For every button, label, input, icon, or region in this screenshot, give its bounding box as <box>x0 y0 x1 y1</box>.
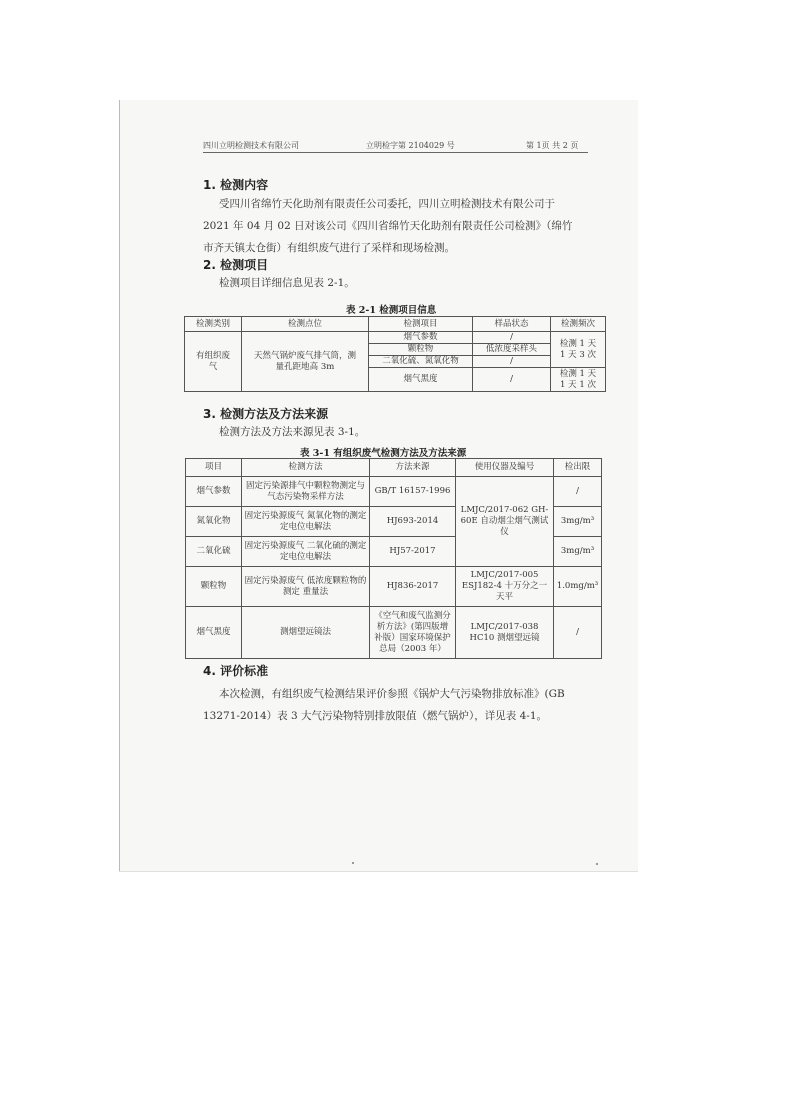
header-rule <box>203 152 588 153</box>
cell-limit: 1.0mg/m³ <box>554 567 602 607</box>
cell-instrument: LMJC/2017-062 GH-60E 自动烟尘烟气测试仪 <box>456 477 554 567</box>
section-2-title: 2. 检测项目 <box>203 258 269 272</box>
page-edge-bottom <box>119 871 638 872</box>
col-header: 检出限 <box>554 459 602 477</box>
section-3-text: 检测方法及方法来源见表 3-1。 <box>219 426 366 438</box>
page-edge <box>119 100 120 872</box>
col-header: 检测频次 <box>551 317 606 332</box>
cell-method: 固定污染源废气 二氧化硫的测定 定电位电解法 <box>242 537 370 567</box>
section-2-text: 检测项目详细信息见表 2-1。 <box>219 277 355 289</box>
cell-source: HJ693-2014 <box>370 507 456 537</box>
col-header: 使用仪器及编号 <box>456 459 554 477</box>
table-3-1-caption: 表 3-1 有组织废气检测方法及方法来源 <box>300 448 467 459</box>
cell-method: 测烟望远镜法 <box>242 607 370 659</box>
scan-speck <box>352 862 354 864</box>
cell-item: 烟气参数 <box>369 332 473 344</box>
cell-item: 氮氧化物 <box>186 507 242 537</box>
cell-state: 低浓度采样头 <box>473 344 551 356</box>
cell-limit: 3mg/m³ <box>554 507 602 537</box>
cell-freq: 检测 1 天 1 天 3 次 <box>551 332 606 368</box>
cell-limit: 3mg/m³ <box>554 537 602 567</box>
col-header: 检测点位 <box>242 317 369 332</box>
table-2-1-caption: 表 2-1 检测项目信息 <box>346 305 437 316</box>
table-row <box>186 567 602 607</box>
cell-state: / <box>473 368 551 392</box>
section-1-line-3: 市齐天镇太仓街）有组织废气进行了采样和现场检测。 <box>203 242 455 254</box>
table-row <box>186 607 602 659</box>
cell-method: 固定污染源排气中颗粒物测定与气态污染物采样方法 <box>242 477 370 507</box>
cell-limit: / <box>554 477 602 507</box>
col-header: 检测项目 <box>369 317 473 332</box>
col-header: 检测类别 <box>185 317 242 332</box>
cell-method: 固定污染源废气 低浓度颗粒物的测定 重量法 <box>242 567 370 607</box>
table-row <box>185 317 606 332</box>
section-1-line-2: 2021 年 04 月 02 日对该公司《四川省绵竹天化助剂有限责任公司检测》（绵竹 <box>203 220 573 232</box>
table-2-1 <box>184 316 606 392</box>
header-company: 四川立明检测技术有限公司 <box>203 141 299 150</box>
header-report-no: 立明检字第 2104029 号 <box>366 141 455 150</box>
cell-item: 烟气参数 <box>186 477 242 507</box>
cell-item: 烟气黑度 <box>186 607 242 659</box>
cell-item: 颗粒物 <box>369 344 473 356</box>
cell-source: GB/T 16157-1996 <box>370 477 456 507</box>
cell-item: 颗粒物 <box>186 567 242 607</box>
section-3-title: 3. 检测方法及方法来源 <box>203 407 329 421</box>
cell-item: 烟气黑度 <box>369 368 473 392</box>
cell-instrument: LMJC/2017-038 HC10 测烟望远镜 <box>456 607 554 659</box>
section-4-title: 4. 评价标准 <box>203 664 269 678</box>
header-page: 第 1页 共 2 页 <box>526 141 579 150</box>
cell-limit: / <box>554 607 602 659</box>
col-header: 方法来源 <box>370 459 456 477</box>
table-3-1 <box>185 458 602 659</box>
col-header: 检测方法 <box>242 459 370 477</box>
table-row <box>185 332 606 344</box>
cell-state: / <box>473 332 551 344</box>
scan-speck <box>596 863 598 865</box>
cell-source: 《空气和废气监测分析方法》(第四版增补版）国家环境保护总局（2003 年） <box>370 607 456 659</box>
col-header: 样品状态 <box>473 317 551 332</box>
section-4-line-1: 本次检测，有组织废气检测结果评价参照《锅炉大气污染物排放标准》(GB <box>219 688 565 700</box>
cell-item: 二氧化硫 <box>186 537 242 567</box>
section-1-title: 1. 检测内容 <box>203 178 269 192</box>
table-row <box>186 459 602 477</box>
cell-freq: 检测 1 天 1 天 1 次 <box>551 368 606 392</box>
cell-method: 固定污染源废气 氮氧化物的测定 定电位电解法 <box>242 507 370 537</box>
section-4-line-2: 13271-2014）表 3 大气污染物特别排放限值（燃气锅炉），详见表 4-1。 <box>203 710 548 722</box>
table-row <box>186 477 602 507</box>
cell-category: 有组织废气 <box>185 332 242 392</box>
cell-source: HJ57-2017 <box>370 537 456 567</box>
cell-item: 二氧化硫、氮氧化物 <box>369 356 473 368</box>
section-1-line-1: 受四川省绵竹天化助剂有限责任公司委托，四川立明检测技术有限公司于 <box>219 198 555 210</box>
cell-source: HJ836-2017 <box>370 567 456 607</box>
col-header: 项目 <box>186 459 242 477</box>
cell-state: / <box>473 356 551 368</box>
cell-point: 天然气锅炉废气排气筒，测量孔距地高 3m <box>242 332 369 392</box>
cell-instrument: LMJC/2017-005 ESJ182-4 十万分之一天平 <box>456 567 554 607</box>
